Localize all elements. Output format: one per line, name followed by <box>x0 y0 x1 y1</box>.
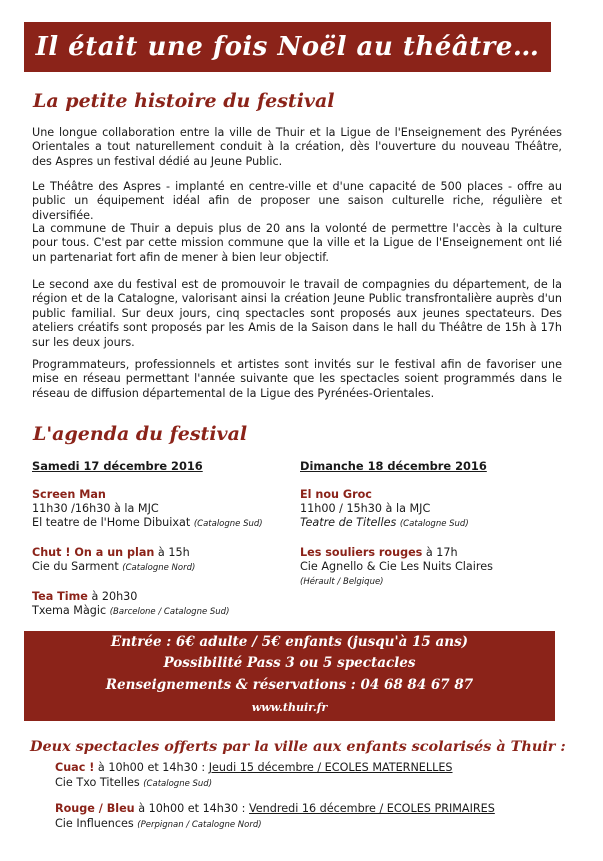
event-origin: (Catalogne Sud) <box>399 519 469 529</box>
event-souliers-rouges <box>300 546 493 589</box>
header-banner <box>24 22 551 72</box>
history-paragraph-5: Programmateurs, professionnels et artistes sont invités sur le festival afin de favoriser une mise en réseau permettant l'année suivante que les spectacles soient programmés dans le réseau de diffusion départemental de la Ligue des Pyrénées-Orientales. <box>32 358 562 400</box>
info-box <box>24 631 555 721</box>
event-company: Cie du Sarment <box>32 560 123 573</box>
event-company: Cie Agnello & Cie Les Nuits Claires <box>300 560 493 573</box>
event-company: Txema Màgic <box>32 604 110 617</box>
event-origin: (Catalogne Sud) <box>193 519 263 529</box>
website-link[interactable]: www.thuir.fr <box>251 701 328 714</box>
history-paragraph-1: Une longue collaboration entre la ville de Thuir et la Ligue de l'Enseignement des Pyrénées Orientales a tout naturellement conduit à la création, dès l'ouverture du nouveau Théâtre, des Aspres un festival dédié au Jeune Public. <box>32 126 562 168</box>
event-tea-time <box>32 590 229 619</box>
offer-origin: (Perpignan / Catalogne Nord) <box>137 820 262 830</box>
offer-origin: (Catalogne Sud) <box>143 779 213 789</box>
offer-company: Cie Influences <box>55 817 138 830</box>
offer-date: Jeudi 15 décembre / ECOLES MATERNELLES <box>208 761 453 774</box>
event-origin: (Barcelone / Catalogne Sud) <box>109 607 230 617</box>
event-screen-man <box>32 488 263 531</box>
event-title: Screen Man <box>32 488 106 501</box>
day1-heading: Samedi 17 décembre 2016 <box>32 459 203 473</box>
booking-info: Renseignements & réservations : 04 68 84 67 87 <box>105 677 474 693</box>
event-time: à 17h <box>422 546 458 559</box>
history-paragraph-2: Le Théâtre des Aspres - implanté en centre-ville et d'une capacité de 500 places - offre au public un équipement idéal afin de proposer une saison culturelle riche, régulière et diversifiée. <box>32 180 562 222</box>
offer-time: à 10h00 et 14h30 : <box>134 802 250 815</box>
price-info: Entrée : 6€ adulte / 5€ enfants (jusqu'à 15 ans) <box>110 634 469 650</box>
event-origin: (Hérault / Belgique) <box>300 577 384 587</box>
event-time: à 20h30 <box>87 590 138 603</box>
event-title: Tea Time <box>32 590 88 603</box>
event-company: Teatre de Titelles <box>300 516 400 529</box>
offer-time: à 10h00 et 14h30 : <box>94 761 209 774</box>
offer-show-title: Rouge / Bleu <box>55 802 135 815</box>
event-time: 11h30 /16h30 à la MJC <box>32 502 159 515</box>
event-title: El nou Groc <box>300 488 372 501</box>
history-title: La petite histoire du festival <box>33 90 335 112</box>
event-company: El teatre de l'Home Dibuixat <box>32 516 194 529</box>
page-title: Il était une fois Noël au théâtre… <box>35 32 540 62</box>
event-title: Les souliers rouges <box>300 546 423 559</box>
offers-title: Deux spectacles offerts par la ville aux enfants scolarisés à Thuir : <box>30 738 566 755</box>
event-time: 11h00 / 15h30 à la MJC <box>300 502 431 515</box>
day2-heading: Dimanche 18 décembre 2016 <box>300 459 487 473</box>
event-title: Chut ! On a un plan <box>32 546 155 559</box>
offer-rouge-bleu <box>55 801 495 833</box>
history-paragraph-4: Le second axe du festival est de promouvoir le travail de compagnies du département, de la région et de la Catalogne, valorisant ainsi la création Jeune Public transfrontalière auprès d'un public familial. Sur deux jours, cinq spectacles sont proposés aux jeunes spectateurs. Des ateliers créatifs sont proposés par les Amis de la Saison dans le hall du Théâtre de 15h à 17h sur les deux jours. <box>32 278 562 349</box>
offer-date: Vendredi 16 décembre / ECOLES PRIMAIRES <box>249 802 495 815</box>
pass-info: Possibilité Pass 3 ou 5 spectacles <box>163 655 416 671</box>
event-chut <box>32 546 195 575</box>
event-time: à 15h <box>154 546 190 559</box>
offer-company: Cie Txo Titelles <box>55 776 144 789</box>
history-paragraph-3: La commune de Thuir a depuis plus de 20 ans la volonté de permettre l'accès à la culture pour tous. C'est par cette mission commune que la ville et la Ligue de l'Enseignement ont lié un partenariat fort afin de mener à bien leur objectif. <box>32 222 562 264</box>
agenda-title: L'agenda du festival <box>33 423 248 445</box>
offer-show-title: Cuac ! <box>55 761 95 774</box>
offer-cuac <box>55 760 453 792</box>
event-origin: (Catalogne Nord) <box>122 563 196 573</box>
event-el-nou-groc <box>300 488 469 531</box>
